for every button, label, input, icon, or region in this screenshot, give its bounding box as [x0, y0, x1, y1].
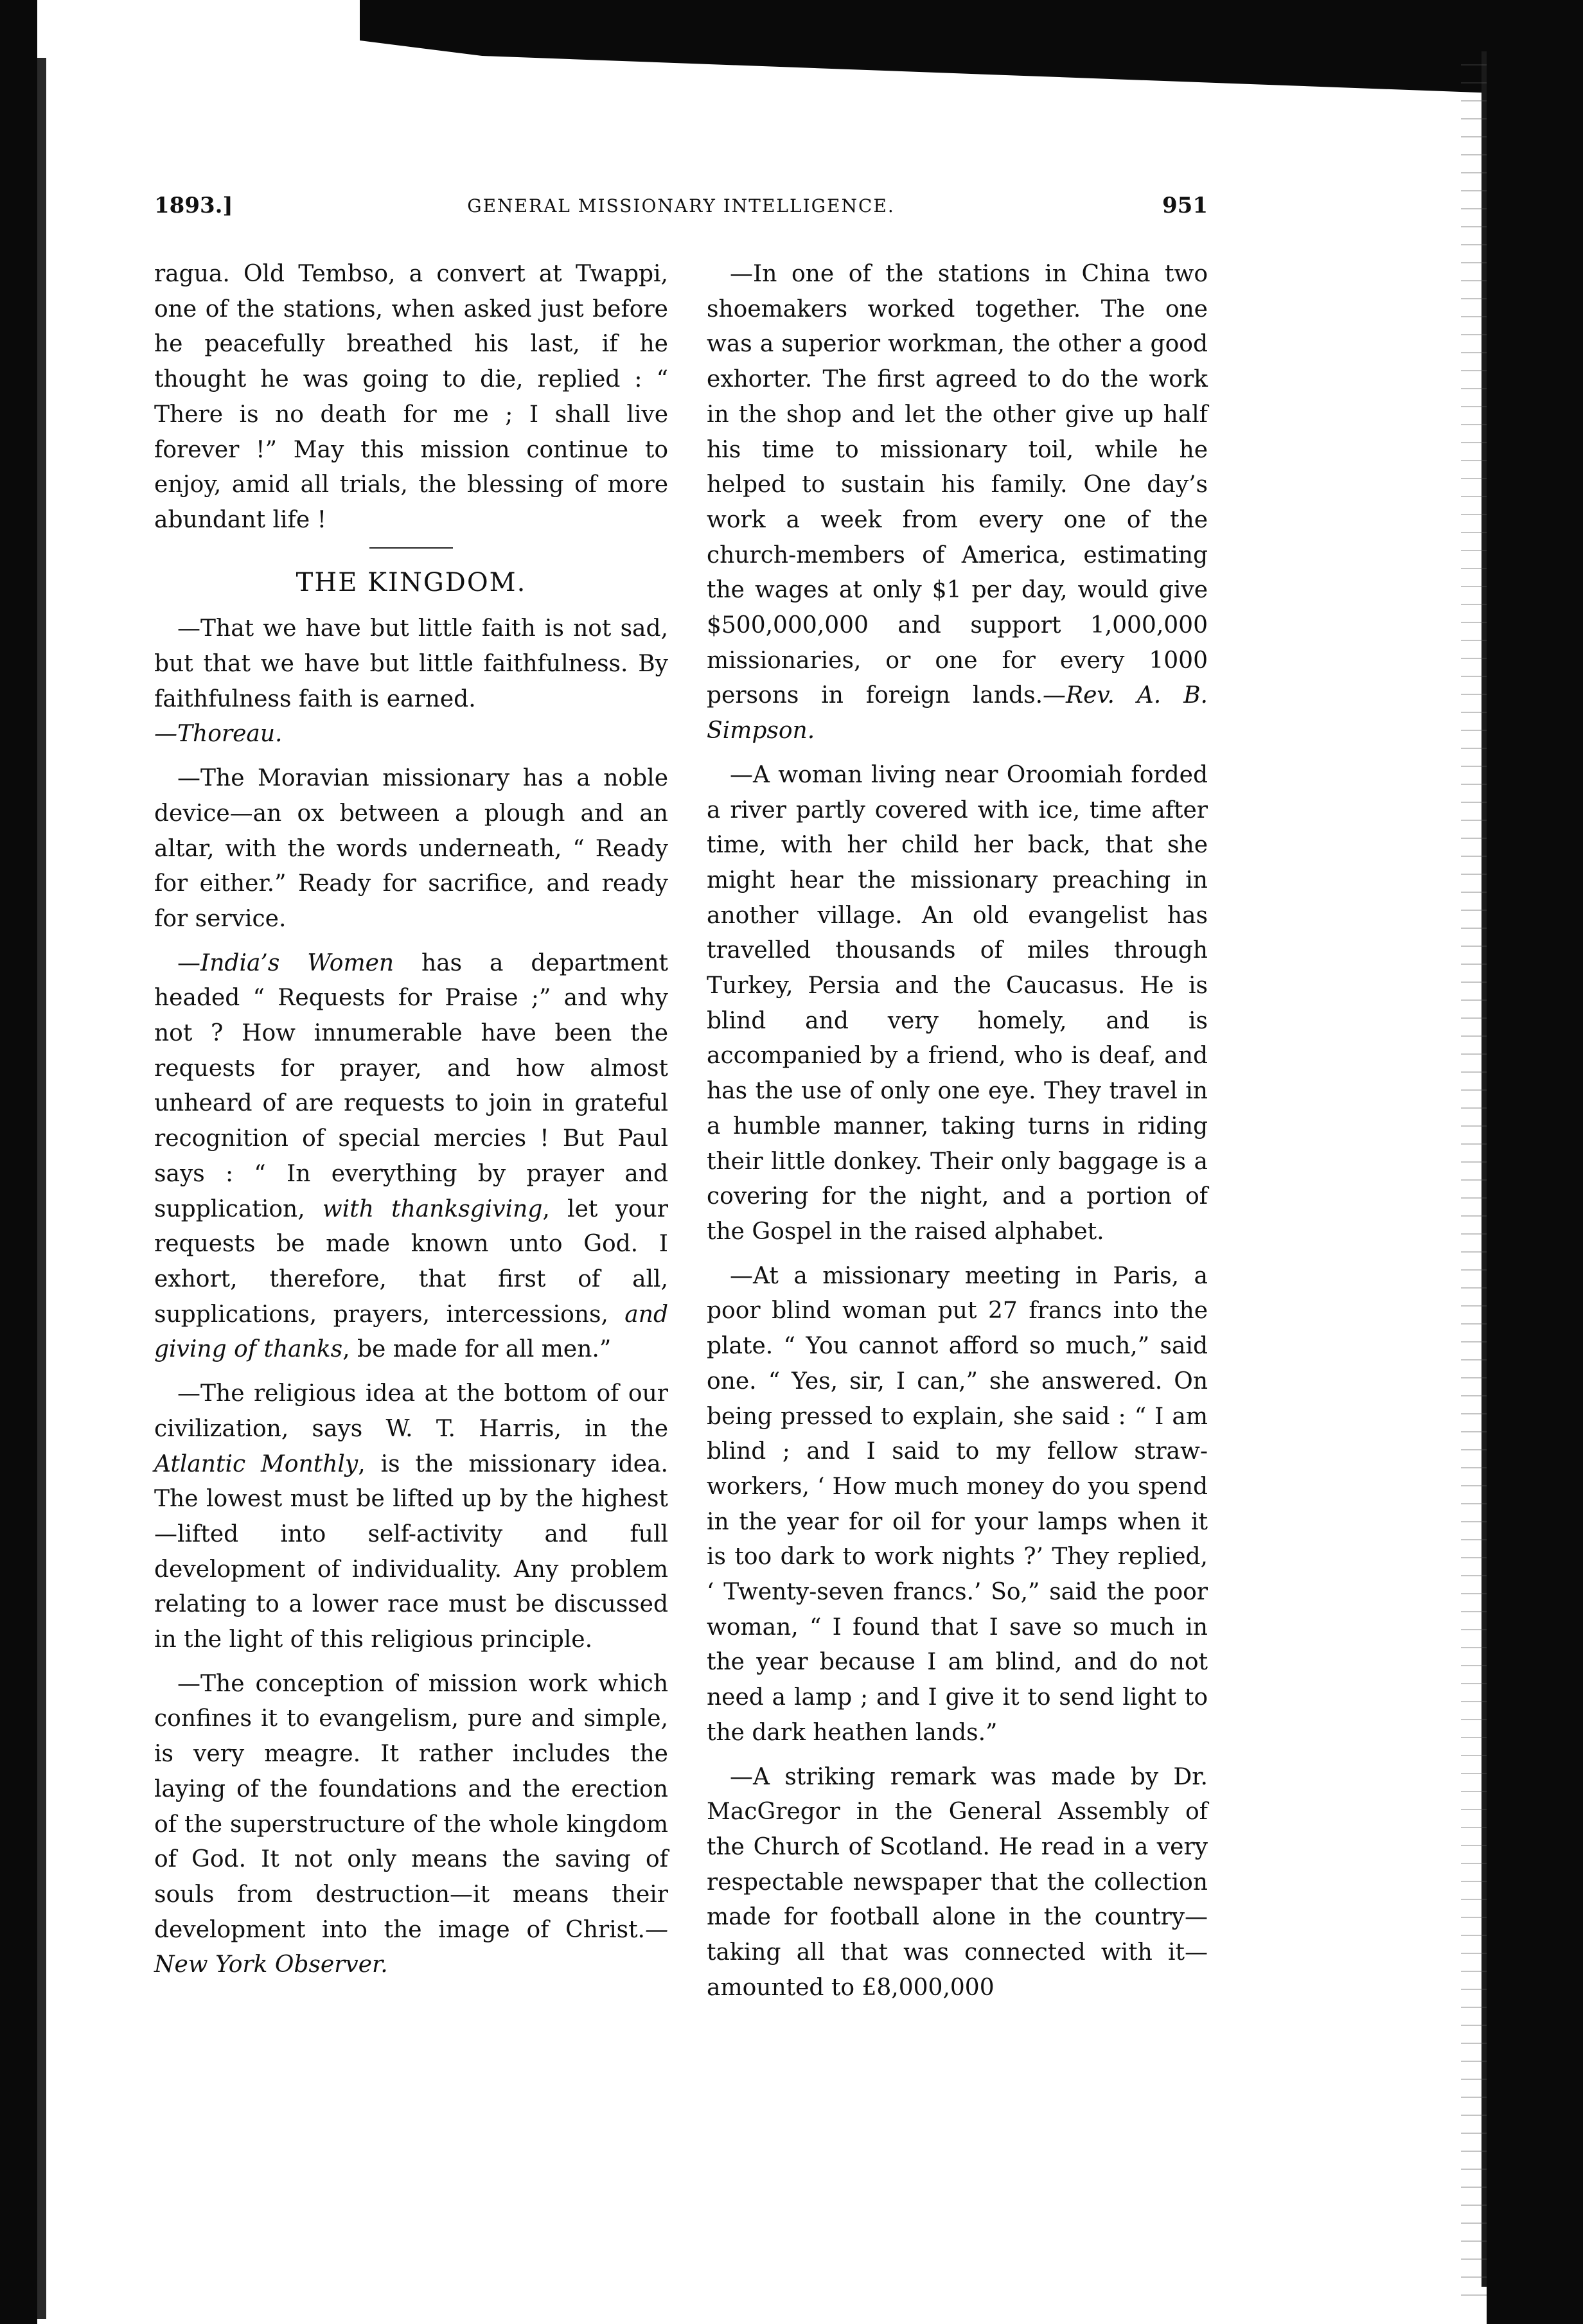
- attribution-simpson: —Rev. A. B. Simpson.: [707, 682, 1208, 744]
- text-run: , let your requests be made known unto God. I exhort, therefore, that first of all, supplications, prayers, intercessions,: [154, 1195, 668, 1328]
- paragraph-moravian: —The Moravian missionary has a noble device—an ox between a plough and an altar, with the words underneath, “ Ready for either.” Ready for sacrifice, and ready for service.: [154, 765, 668, 932]
- page-number: 951: [1162, 193, 1208, 218]
- scan-shadow-left: [37, 58, 46, 2319]
- paragraph-macgregor: —A striking remark was made by Dr. MacGregor in the General Assembly of the Church of Scotland. He read in a very respectable newspaper that the collection made for football alone in the country—taking all that was connected with it—amounted to £8,000,000: [707, 1763, 1208, 2001]
- running-head-title: GENERAL MISSIONARY INTELLIGENCE.: [467, 195, 895, 216]
- right-column: [707, 257, 1208, 2014]
- text-run: , is the missionary idea. The lowest must be lifted up by the highest—lifted into self-activity and full development of individuality. Any problem relating to a lower race must be discussed in the light of this religious principle.: [154, 1450, 668, 1653]
- emphasis-text: and giving of thanks: [154, 1301, 668, 1363]
- attribution-new-york-observer: —New York Observer.: [154, 1916, 668, 1978]
- scan-border-right: [1487, 0, 1583, 2324]
- paragraph-shoemakers: [707, 257, 1208, 749]
- attribution-thoreau: —Thoreau.: [154, 721, 283, 748]
- text-run: —The religious idea at the bottom of our civilization, says W. T. Harris, in the: [154, 1380, 668, 1442]
- running-head: [154, 193, 1208, 231]
- paragraph-thoreau-text: —That we have but little faith is not sad, but that we have but little faithfulness. By faithfulness faith is earned.: [154, 615, 668, 712]
- paragraph-shoemakers-text: —In one of the stations in China two shoemakers worked together. The one was a superior workman, the other a good exhorter. The first agreed to do the work in the shop and let the other give up half his time to missionary toil, while he helped to sustain his family. One day’s work a week from every one of the church-members of America, estimating the wages at only $1 per day, would give $500,000,000 and support 1,000,000 missionaries, or one for every 1000 persons in foreign lands.: [707, 261, 1208, 709]
- running-head-year: 1893.]: [154, 193, 233, 218]
- section-divider: [369, 547, 453, 549]
- paragraph-harris: [154, 1377, 668, 1658]
- scan-border-left: [0, 0, 37, 2324]
- publication-title: India’s Women: [200, 949, 394, 976]
- left-column: [154, 257, 668, 1992]
- paragraph-oroomiah: —A woman living near Oroomiah forded a river partly covered with ice, time after time, with her child her back, that she might hear the missionary preaching in another village. An old evangelist has travelled thousands of miles through Turkey, Persia and the Caucasus. He is blind and very homely, and is accompanied by a friend, who is deaf, and has the use of only one eye. They travel in a humble manner, taking turns in riding their little donkey. Their only baggage is a covering for the night, and a portion of the Gospel in the raised alphabet.: [707, 761, 1208, 1245]
- text-run: —: [177, 949, 200, 976]
- text-run: , be made for all men.”: [342, 1336, 612, 1363]
- scan-border-top: [360, 0, 1583, 96]
- emphasis-text: with thanksgiving: [322, 1195, 543, 1222]
- scan-noise-right: [1461, 64, 1487, 2312]
- paragraph-conception: [154, 1667, 668, 1983]
- paragraph-conception-text: —The conception of mission work which confines it to evangelism, pure and simple, is very meagre. It rather includes the laying of the foundations and the erection of the superstructure of the whole kingdom of God. It not only means the saving of souls from destruction—it means their development into the image of Christ.: [154, 1670, 668, 1943]
- text-run: has a department headed “ Requests for Praise ;” and why not ? How innumerable have been the requests for prayer, and how almost unheard of are requests to join in grateful recognition of special mercies ! But Paul says : “ In everything by prayer and supplication,: [154, 949, 668, 1222]
- paragraph-tembso: ragua. Old Tembso, a convert at Twappi, one of the stations, when asked just before he peacefully breathed his last, if he thought he was going to die, replied : “ There is no death for me ; I shall live forever !” May this mission continue to enjoy, amid all trials, the blessing of more abundant life !: [154, 261, 668, 533]
- paragraph-indias-women: [154, 946, 668, 1368]
- paragraph-thoreau: [154, 612, 668, 752]
- publication-title: Atlantic Monthly: [154, 1450, 358, 1477]
- section-heading: THE KINGDOM.: [296, 567, 527, 597]
- paragraph-paris-meeting: —At a missionary meeting in Paris, a poor blind woman put 27 francs into the plate. “ You cannot afford so much,” said one. “ Yes, sir, I can,” she answered. On being pressed to explain, she said : “ I am blind ; and I said to my fellow straw-workers, ‘ How much money do you spend in the year for oil for your lamps when it is too dark to work nights ?’ They replied, ‘ Twenty-seven francs.’ So,” said the poor woman, “ I found that I save so much in the year because I am blind, and do not need a lamp ; and I give it to send light to the dark heathen lands.”: [707, 1262, 1208, 1746]
